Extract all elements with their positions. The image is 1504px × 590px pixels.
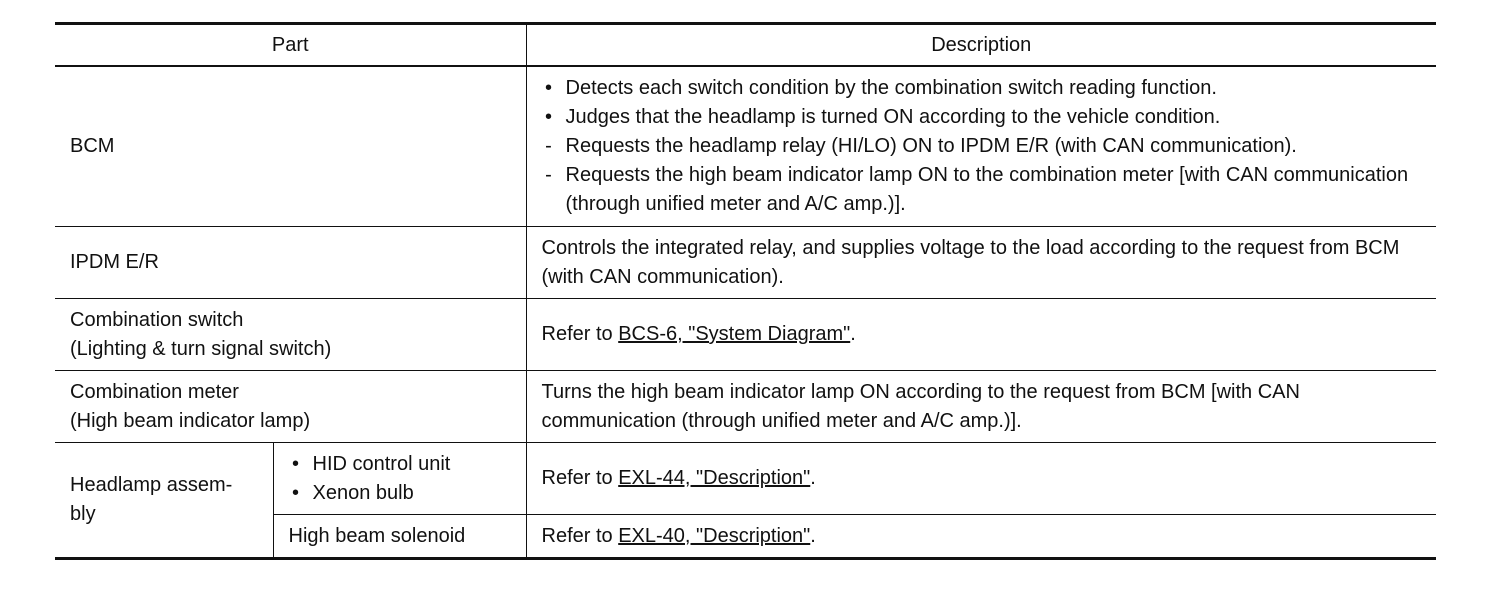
part-name-subline: (High beam indicator lamp) (70, 409, 311, 432)
part-cell-combination-switch (55, 299, 526, 371)
bcm-function-item (542, 103, 1437, 132)
part-cell-headlamp-assembly (55, 443, 273, 559)
reference-suffix: . (810, 524, 816, 547)
subpart-cell-high-beam-solenoid: High beam solenoid (273, 515, 526, 559)
part-name-line: Headlamp assem- (70, 474, 233, 496)
description-cell-combination-switch (526, 299, 1436, 371)
description-cell-ipdm: Controls the integrated relay, and supplies voltage to the load according to the request from BCM (with CAN communication). (526, 227, 1436, 299)
part-description-table (55, 22, 1436, 560)
dash-marker: - (545, 164, 552, 186)
bcm-function-list (542, 74, 1437, 219)
table-header-row (55, 24, 1436, 67)
description-cell-bcm (526, 66, 1436, 227)
part-cell-combination-meter (55, 371, 526, 443)
hid-component-item (289, 479, 526, 508)
bullet-marker: • (291, 452, 299, 475)
bullet-marker: • (544, 77, 552, 99)
table-row-ipdm (55, 227, 1436, 299)
reference-suffix: . (850, 323, 856, 345)
refer-to-prefix: Refer to (541, 467, 619, 489)
bcm-function-item (542, 161, 1437, 219)
table-row-headlamp-hid (55, 443, 1436, 515)
refer-to-prefix: Refer to (541, 524, 619, 547)
refer-to-prefix: Refer to (541, 323, 619, 345)
hid-component-item (289, 450, 526, 479)
description-cell-high-beam-solenoid (526, 515, 1436, 559)
description-cell-hid (526, 443, 1436, 515)
reference-suffix: . (810, 467, 816, 489)
description-cell-combination-meter: Turns the high beam indicator lamp ON according to the request from BCM [with CAN communication (through unified meter and A/C amp.)]. (526, 371, 1436, 443)
subpart-cell-hid (273, 443, 526, 515)
part-description-table-wrapper (55, 22, 1436, 560)
table-row-combination-meter (55, 371, 1436, 443)
header-part: Part (55, 24, 526, 67)
bcm-function-text: Detects each switch condition by the combination switch reading function. (565, 77, 1217, 99)
bullet-marker: • (291, 481, 299, 504)
part-name-subline: (Lighting & turn signal switch) (70, 337, 332, 360)
bcm-function-text: Requests the high beam indicator lamp ON to the combination meter [with CAN communication (through unified meter and A/C amp.)]. (565, 164, 1409, 215)
part-cell-ipdm: IPDM E/R (55, 227, 526, 299)
hid-component-list (289, 450, 526, 508)
table-row-bcm (55, 66, 1436, 227)
reference-link-exl-40[interactable]: EXL-40, "Description" (618, 524, 811, 547)
hid-component-text: HID control unit (312, 452, 451, 475)
header-description: Description (931, 33, 1032, 56)
bcm-function-text: Judges that the headlamp is turned ON according to the vehicle condition. (565, 106, 1221, 128)
table-row-combination-switch (55, 299, 1436, 371)
part-cell-bcm: BCM (55, 66, 526, 227)
hid-component-text: Xenon bulb (312, 481, 414, 504)
reference-link-bcs-6[interactable]: BCS-6, "System Diagram" (618, 323, 851, 345)
part-name-line: Combination switch (70, 308, 244, 331)
part-name-line: Combination meter (70, 380, 239, 403)
reference-link-exl-44[interactable]: EXL-44, "Description" (618, 467, 811, 489)
part-name-line: bly (70, 503, 96, 525)
bullet-marker: • (544, 106, 552, 128)
dash-marker: - (545, 135, 552, 157)
bcm-function-item (542, 132, 1437, 161)
bcm-function-text: Requests the headlamp relay (HI/LO) ON to IPDM E/R (with CAN communication). (565, 135, 1297, 157)
bcm-function-item (542, 74, 1437, 103)
